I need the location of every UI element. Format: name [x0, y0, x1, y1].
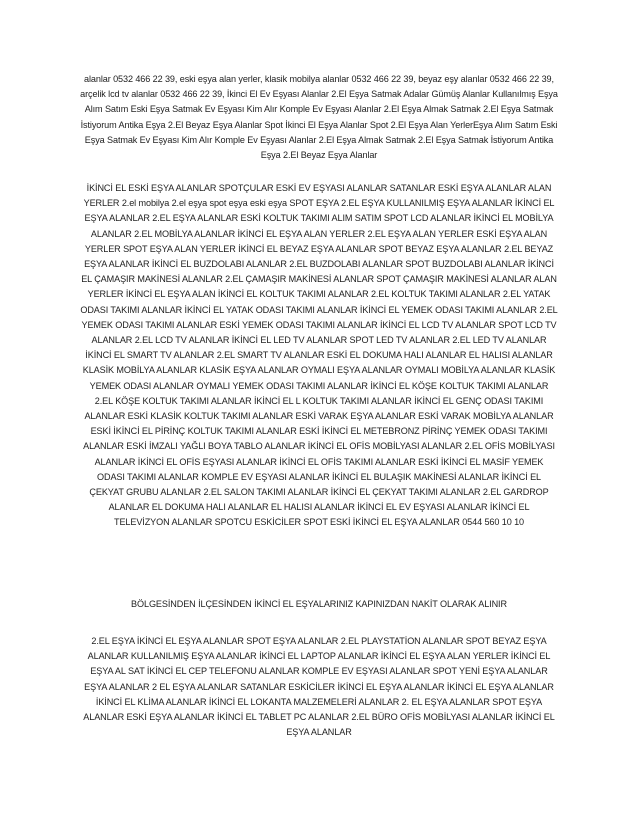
body-paragraph-4: 2.EL EŞYA İKİNCİ EL EŞYA ALANLAR SPOT EŞYA ALANLAR 2.EL PLAYSTATİON ALANLAR SPOT BEYAZ EŞYA ALANLAR KULLANILMIŞ EŞYA ALANLAR İKİNCİ EL LAPTOP ALANLAR İKİNCİ EL EŞYA ALAN YERLER İKİNCİ EL EŞYA AL SAT İKİNCİ EL CEP TELEFONU ALANLAR KOMPLE EV EŞYASI ALANLAR SPOT YENİ EŞYA ALANLAR EŞYA ALANLAR 2 EL EŞYA ALANLAR SATANLAR ESKİCİLER İKİNCİ EL EŞYA ALANLAR İKİNCİ EL EŞYA ALANLAR İKİNCİ EL KLİMA ALANLAR İKİNCİ EL LOKANTA MALZEMELERİ ALANLAR 2. EL EŞYA ALANLAR SPOT EŞYA ALANLAR ESKİ EŞYA ALANLAR İKİNCİ EL TABLET PC ALANLAR 2.EL BÜRO OFİS MOBİLYASI ALANLAR İKİNCİ EL EŞYA ALANLAR: [83, 636, 555, 738]
body-paragraph-1: alanlar 0532 466 22 39, eski eşya alan yerler, klasik mobilya alanlar 0532 466 22 39, beyaz eşy alanlar 0532 466 22 39, arçelik lcd tv alanlar 0532 466 22 39, İkinci El Ev Eşyası Alanlar 2.El Eşya Satmak Adalar Gümüş Alanlar Kullanılmış Eşya Alım Satım Eski Eşya Satmak Ev Eşyası Kim Alır Komple Ev Eşyası Alanlar 2.El Eşya Almak Satmak 2.El Eşya Satmak İstiyorum Antika Eşya 2.El Beyaz Eşya Alanlar Spot İkinci El Eşya Alanlar Spot 2.El Eşya Alan YerlerEşya Alım Satım Eski Eşya Satmak Ev Eşyası Kim Alır Komple Ev Eşyası Alanlar 2.El Eşya Almak Satmak 2.El Eşya Satmak İstiyorum Antika Eşya 2.El Beyaz Eşya Alanlar: [80, 74, 558, 161]
body-paragraph-2: İKİNCİ EL ESKİ EŞYA ALANLAR SPOTÇULAR ESKİ EV EŞYASI ALANLAR SATANLAR ESKİ EŞYA ALANLAR ALAN YERLER 2.el mobilya 2.el eşya spot eşya eski eşya SPOT EŞYA 2.EL EŞYA KULLANILMIŞ EŞYA ALANLAR İKİNCİ EL EŞYA ALANLAR 2.EL EŞYA ALANLAR ESKİ KOLTUK TAKIMI ALIM SATIM SPOT LCD ALANLAR İKİNCİ EL MOBİLYA ALANLAR 2.EL MOBİLYA ALANLAR İKİNCİ EL EŞYA ALAN YERLER 2.EL EŞYA ALAN YERLER ESKİ EŞYA ALAN YERLER SPOT EŞYA ALAN YERLER İKİNCİ EL BEYAZ EŞYA ALANLAR SPOT BEYAZ EŞYA ALANLAR 2.EL BEYAZ EŞYA ALANLAR İKİNCİ EL BUZDOLABI ALANLAR 2.EL BUZDOLABI ALANLAR SPOT BUZDOLABI ALANLAR İKİNCİ EL ÇAMAŞIR MAKİNESİ ALANLAR 2.EL ÇAMAŞIR MAKİNESİ ALANLAR SPOT ÇAMAŞIR MAKİNESİ ALANLAR ALAN YERLER İKİNCİ EL EŞYA ALAN İKİNCİ EL KOLTUK TAKIMI ALANLAR 2.EL KOLTUK TAKIMI ALANLAR 2.EL YATAK ODASI TAKIMI ALANLAR İKİNCİ EL YATAK ODASI TAKIMI ALANLAR İKİNCİ EL YEMEK ODASI TAKIMI ALANLAR 2.EL YEMEK ODASI TAKIMI ALANLAR ESKİ YEMEK ODASI TAKIMI ALANLAR İKİNCİ EL LCD TV ALANLAR SPOT LCD TV ALANLAR 2.EL LCD TV ALANLAR İKİNCİ EL LED TV ALANLAR SPOT LED TV ALANLAR 2.EL LED TV ALANLAR İKİNCİ EL SMART TV ALANLAR 2.EL SMART TV ALANLAR ESKİ EL DOKUMA HALI ALANLAR EL HALISI ALANLAR KLASİK MOBİLYA ALANLAR KLASİK EŞYA ALANLAR OYMALI EŞYA ALANLAR OYMALI MOBİLYA ALANLAR KLASİK YEMEK ODASI ALANLAR OYMALI YEMEK ODASI TAKIMI ALANLAR İKİNCİ EL KÖŞE KOLTUK TAKIMI ALANLAR 2.EL KÖŞE KOLTUK TAKIMI ALANLAR İKİNCİ EL L KOLTUK TAKIMI ALANLAR İKİNCİ EL GENÇ ODASI TAKIMI ALANLAR ESKİ KLASİK KOLTUK TAKIMI ALANLAR ESKİ VARAK EŞYA ALANLAR ESKİ VARAK MOBİLYA ALANLAR ESKİ İKİNCİ EL PİRİNÇ KOLTUK TAKIMI ALANLAR ESKİ İKİNCİ EL METEBRONZ PİRİNÇ YEMEK ODASI TAKIMI ALANLAR ESKİ İMZALI YAĞLI BOYA TABLO ALANLAR İKİNCİ EL OFİS MOBİLYASI ALANLAR 2.EL OFİS MOBİLYASI ALANLAR İKİNCİ EL OFİS EŞYASI ALANLAR İKİNCİ EL OFİS TAKIMI ALANLAR ESKİ İKİNCİ EL MASİF YEMEK ODASI TAKIMI ALANLAR KOMPLE EV EŞYASI ALANLAR İKİNCİ EL BULAŞIK MAKİNESİ ALANLAR İKİNCİ EL ÇEKYAT GRUBU ALANLAR 2.EL SALON TAKIMI ALANLAR İKİNCİ EL ÇEKYAT TAKIMI ALANLAR 2.EL GARDROP ALANLAR EL DOKUMA HALI ALANLAR EL HALISI ALANLAR İKİNCİ EL EV EŞYASI ALANLAR İKİNCİ EL TELEVİZYON ALANLAR SPOTCU ESKİCİLER SPOT ESKİ İKİNCİ EL EŞYA ALANLAR 0544 560 10 10: [80, 183, 558, 528]
body-paragraph-3: BÖLGESİNDEN İLÇESİNDEN İKİNCİ EL EŞYALARINIZ KAPINIZDAN NAKİT OLARAK ALINIR: [131, 599, 507, 609]
